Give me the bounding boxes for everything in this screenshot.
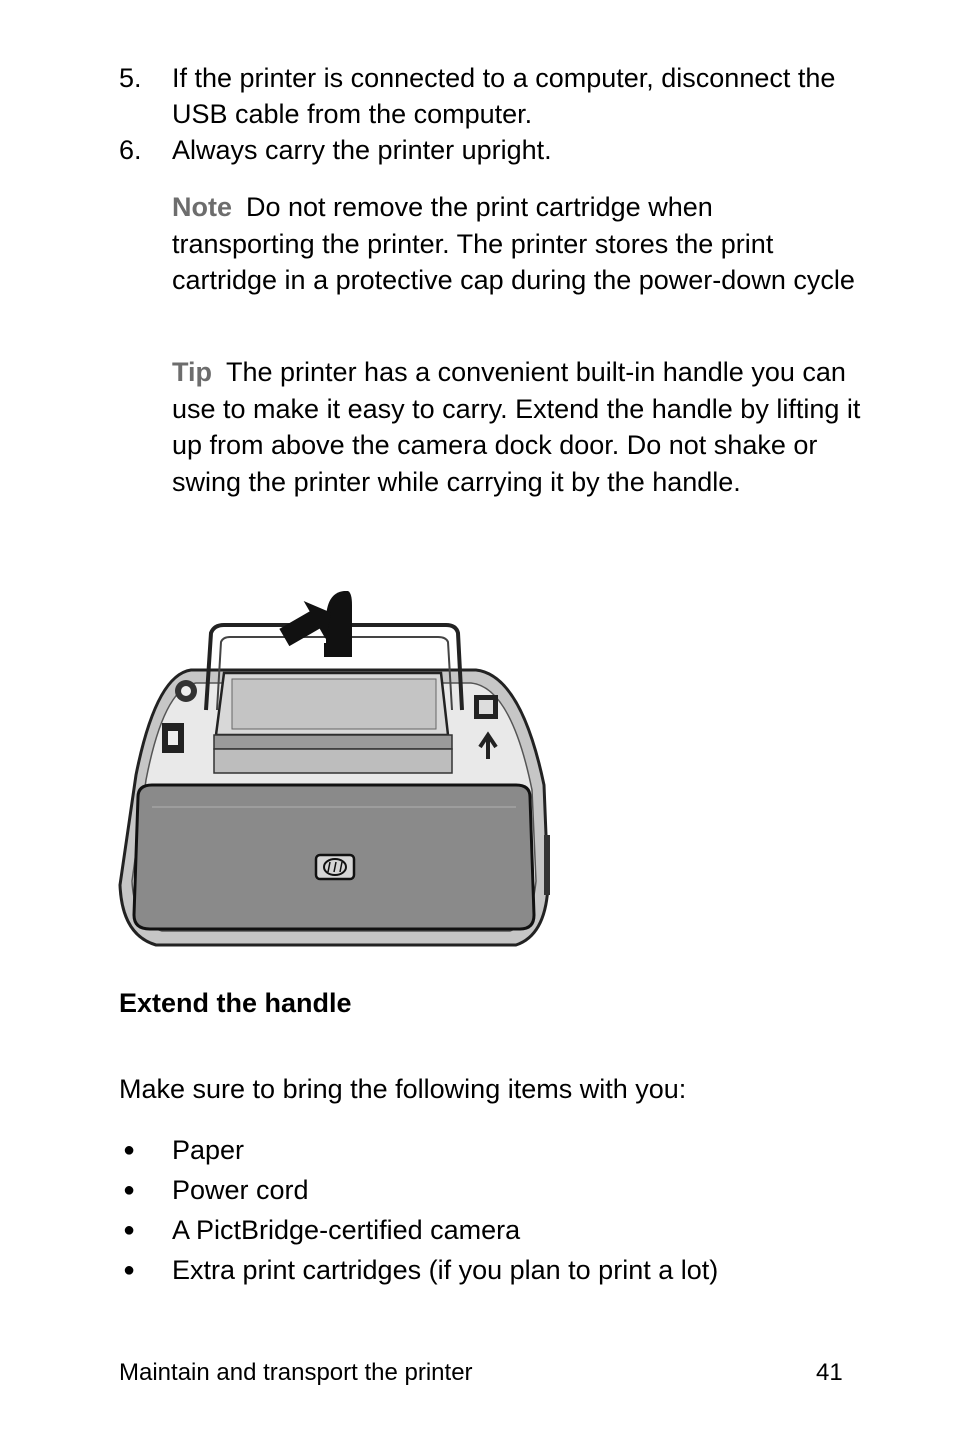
manual-page: 5. If the printer is connected to a computer, disconnect the USB cable from the computer. 6. Always carry the printer upright. Note Do not remove the print cartridge when transporting the printer. The printer stores the print cartridge in a protective cap during the power-down cycle Tip The printer has a convenient built-in handle you can use to make it easy to carry. Extend the handle by lifting it up from above the camera dock door. Do not shake or swing the printer while carrying it by the handle. Extend the handle Make sure to bring the following items with you: ● Paper ● Power cord ● A PictBridge-certified camera ● Extra print cartridges (if you plan to print a lot) Maintain and transport the printer 41	[0, 0, 954, 1431]
note-callout	[172, 189, 862, 299]
step-number: 5.	[119, 63, 142, 93]
step-text: If the printer is connected to a computer, disconnect the USB cable from the computer.	[172, 63, 836, 129]
bullet-icon: ●	[123, 1179, 136, 1201]
tip-text: The printer has a convenient built-in handle you can use to make it easy to carry. Extend the handle by lifting it up from above the camera dock door. Do not shake or swing the printer while carrying it by the handle.	[172, 357, 861, 497]
printer-drawing	[116, 585, 552, 953]
bullet-icon: ●	[123, 1259, 136, 1281]
footer-section-title: Maintain and transport the printer	[119, 1359, 473, 1386]
bring-intro: Make sure to bring the following items with you:	[119, 1074, 687, 1104]
tip-callout	[172, 354, 862, 500]
tip-label: Tip	[172, 357, 212, 387]
step-text: Always carry the printer upright.	[172, 135, 552, 165]
printer-handle-illustration	[116, 585, 552, 953]
step-number: 6.	[119, 135, 142, 165]
bullet-icon: ●	[123, 1219, 136, 1241]
note-label: Note	[172, 192, 232, 222]
bullet-icon: ●	[123, 1139, 136, 1161]
note-text: Do not remove the print cartridge when transporting the printer. The printer stores the print cartridge in a protective cap during the power-down cycle	[172, 192, 855, 295]
figure-caption: Extend the handle	[119, 988, 352, 1018]
page-number: 41	[816, 1359, 843, 1386]
